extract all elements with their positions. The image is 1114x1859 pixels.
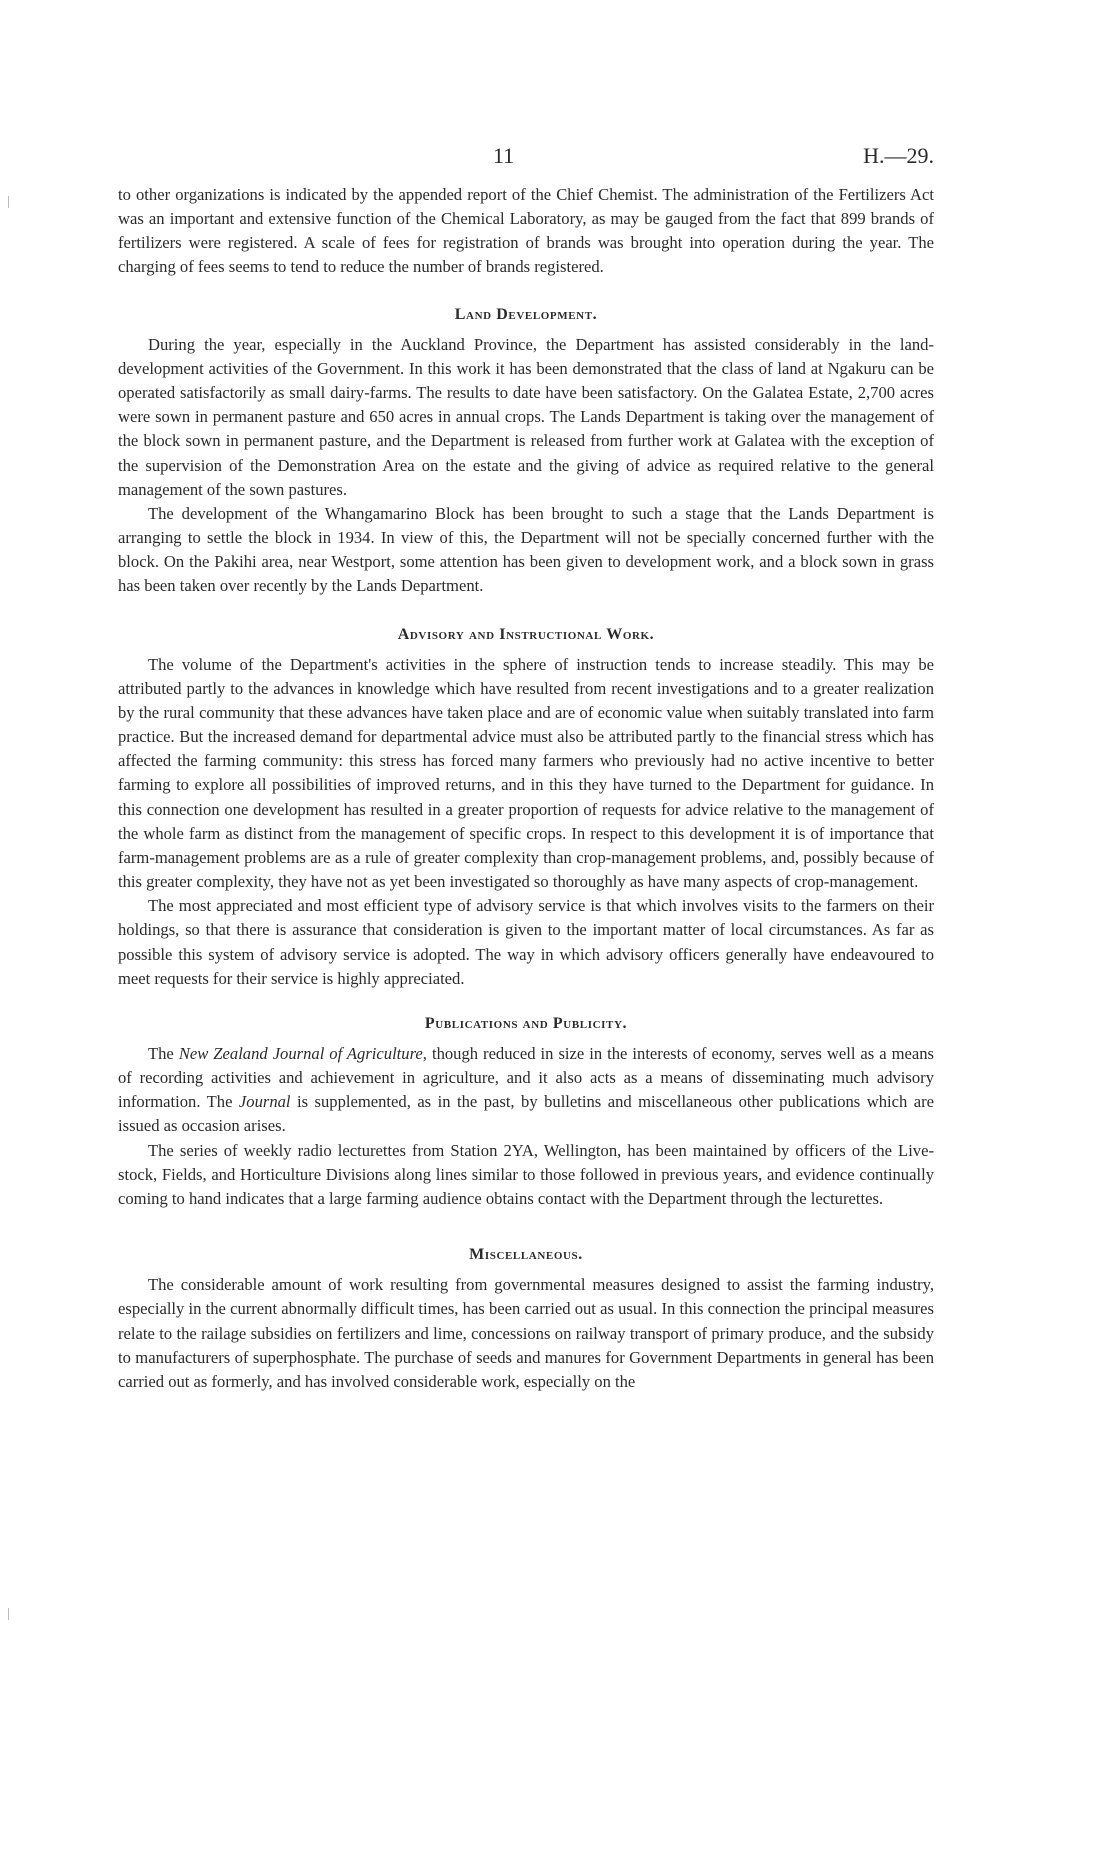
paragraph: The considerable amount of work resulting from governmental measures designed to assist the farming industry, especially in the current abnormally difficult times, has been carried out as usual. In this connection the principal measures relate to the railage subsidies on fertilizers and lime, concessions on railway transport of primary produce, and the subsidy to manufacturers of superphosphate. The purchase of seeds and manures for Government Departments in general has been carried out as formerly, and has involved considerable work, especially on the (118, 1275, 934, 1391)
margin-mark (8, 1608, 21, 1620)
page-number: 11 (493, 143, 515, 168)
text-run: is supplemented, as in the past, by bulletins and miscellaneous other publications which are issued as occasion arises. (118, 1092, 934, 1136)
intro-paragraph: to other organizations is indicated by the appended report of the Chief Chemist. The administration of the Fertilizers Act was an important and extensive function of the Chemical Laboratory, as may be gauged from the fact that 899 brands of fertilizers were registered. A scale of fees for registration of brands was brought into operation during the year. The charging of fees seems to tend to reduce the number of brands registered. (118, 185, 934, 277)
document-reference: H.—29. (863, 143, 934, 168)
journal-title: New Zealand Journal of Agriculture, (178, 1044, 427, 1063)
section-heading-publications: Publications and Publicity. (424, 1014, 628, 1032)
page-header (118, 143, 934, 173)
document-body (118, 183, 934, 1394)
section-heading-advisory-work: Advisory and Instructional Work. (397, 625, 655, 643)
paragraph: During the year, especially in the Auckland Province, the Department has assisted considerably in the land-development activities of the Government. In this work it has been demonstrated that the class of land at Ngakuru can be operated satisfactorily as small dairy-farms. The results to date have been satisfactory. On the Galatea Estate, 2,700 acres were sown in permanent pasture and 650 acres in annual crops. The Lands Department is taking over the management of the block sown in permanent pasture, and the Department is released from further work at Galatea with the exception of the supervision of the Demonstration Area on the estate and the giving of advice as required relative to the general management of the sown pastures. (118, 334, 934, 499)
paragraph: The most appreciated and most efficient type of advisory service is that which involves visits to the farmers on their holdings, so that there is assurance that consideration is given to the important matter of local circumstances. As far as possible this system of advisory service is adopted. The way in which advisory officers generally have endeavoured to meet requests for their service is highly appreciated. (118, 896, 934, 988)
paragraph: The development of the Whangamarino Block has been brought to such a stage that the Lands Department is arranging to settle the block in 1934. In view of this, the Department will not be specially concerned further with the block. On the Pakihi area, near Westport, some attention has been given to development work, and a block sown in grass has been taken over recently by the Lands Department. (118, 503, 934, 596)
text-run: though reduced in size in the interests of economy, serves well as a means of recording activities and achievement in agriculture, and it also acts as a means of disseminating much advisory information. The (118, 1044, 934, 1112)
paragraph: The series of weekly radio lecturettes from Station 2YA, Wellington, has been maintained by officers of the Live-stock, Fields, and Horticulture Divisions along lines similar to those followed in previous years, and evidence continually coming to hand indicates that a large farming audience obtains contact with the Department through the lecturettes. (118, 1140, 934, 1208)
margin-mark (8, 196, 21, 208)
section-heading-miscellaneous: Miscellaneous. (469, 1246, 583, 1264)
journal-short-title: Journal (238, 1092, 291, 1112)
text-run: The (148, 1044, 174, 1063)
paragraph: The volume of the Department's activities in the sphere of instruction tends to increase steadily. This may be attributed partly to the advances in knowledge which have resulted from recent investigations and to a greater realization by the rural community that these advances have taken place and are of economic value when suitably translated into farm practice. But the increased demand for departmental advice must also be attributed partly to the financial stress which has affected the farming community: this stress has forced many farmers who previously had no active incentive to better farming to explore all possibilities of improved returns, and in this they have turned to the Department for guidance. In this connection one development has resulted in a greater proportion of requests for advice relative to the management of the whole farm as distinct from the management of specific crops. In respect to this development it is of importance that farm-management problems are as a rule of greater complexity than crop-management problems, and, possibly because of this greater complexity, they have not as yet been investigated so thoroughly as have many aspects of crop-management. (118, 654, 934, 892)
section-heading-land-development: Land Development. (454, 305, 598, 323)
paragraph (118, 1042, 934, 1139)
